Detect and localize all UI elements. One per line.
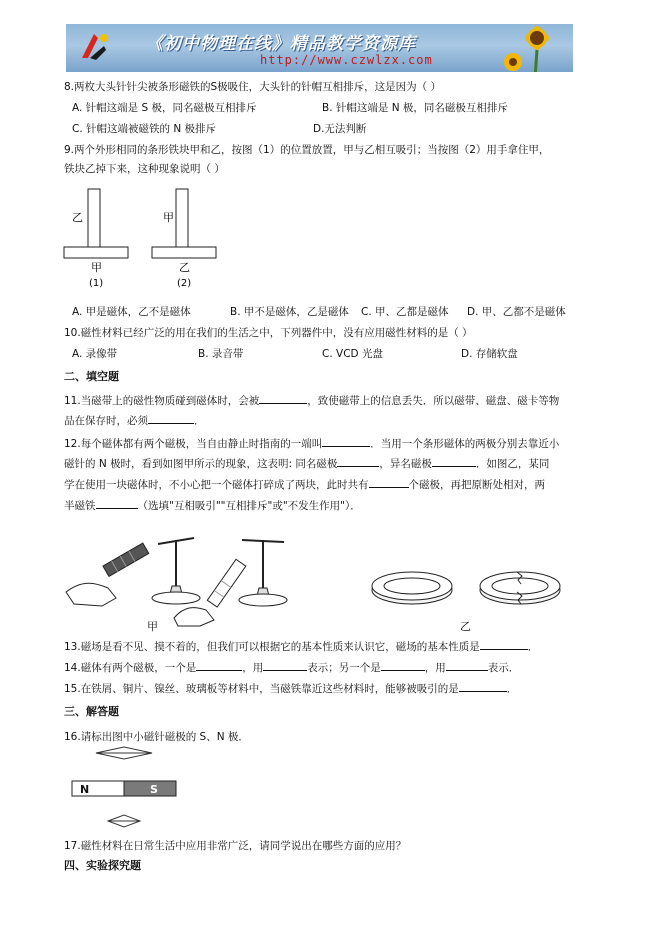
- q8-option-b[interactable]: B. 针帽这端是 N 极，同名磁极互相排斥: [322, 102, 508, 114]
- q14-text-d: ，用: [424, 662, 446, 674]
- left-hand-icon: [66, 583, 116, 606]
- q9-option-b[interactable]: B. 甲不是磁体，乙是磁体: [230, 306, 349, 318]
- q14-blank-3[interactable]: [381, 660, 425, 671]
- banner-url[interactable]: http://www.czwlzx.com: [260, 53, 433, 67]
- q14-blank-4[interactable]: [446, 660, 488, 671]
- s-pole-label: S: [150, 783, 158, 796]
- fig1-horizontal-bar: [64, 247, 128, 258]
- q10-option-b[interactable]: B. 录音带: [198, 348, 244, 360]
- q10-stem: 10.磁性材料已经广泛的用在我们的生活之中，下列器件中，没有应用磁性材料的是（ ）: [64, 327, 473, 339]
- q8-option-d[interactable]: D.无法判断: [313, 123, 367, 135]
- q11-text-b: ，致使磁带上的信息丢失．所以磁带、磁盘、磁卡等物: [307, 395, 560, 407]
- q10-option-c[interactable]: C. VCD 光盘: [322, 348, 383, 360]
- q14-text-e: 表示．: [487, 662, 520, 674]
- q12-figure-yi: [370, 566, 564, 610]
- q12-text-b: ．当用一个条形磁体的两极分别去靠近小: [370, 438, 560, 450]
- q11-line2: [64, 413, 205, 428]
- whole-ring-magnet: [372, 572, 452, 604]
- q12-line2: [64, 456, 549, 471]
- q11-text-d: ．: [194, 415, 205, 427]
- fig2-horizontal-bar: [152, 247, 216, 258]
- left-bar-magnet: [103, 543, 149, 576]
- right-hand-icon: [174, 608, 214, 626]
- q12-blank-4[interactable]: [369, 477, 409, 488]
- fig2-caption: (2): [177, 278, 192, 289]
- fig2-vertical-bar: [176, 189, 188, 247]
- q8-option-c[interactable]: C. 针帽这端被磁铁的 N 极排斥: [72, 123, 217, 135]
- q12-blank-5[interactable]: [96, 498, 138, 509]
- q12-figure-label-yi: 乙: [460, 620, 471, 633]
- q9-stem-line1: 9.两个外形相同的条形铁块甲和乙，按图（1）的位置放置，甲与乙相互吸引；当按图（2）用手拿住甲，: [64, 144, 550, 156]
- q12-figure-label-jia: 甲: [147, 620, 158, 633]
- q12-figure-jia: [64, 522, 296, 630]
- q10-option-a[interactable]: A. 录像带: [72, 348, 118, 360]
- q13-blank-1[interactable]: [480, 639, 528, 650]
- n-pole-label: N: [80, 783, 90, 796]
- q16-figure: [68, 745, 180, 835]
- q11-text-a: 11.当磁带上的磁性物质碰到磁体时，会被: [64, 395, 260, 407]
- q12-text-d: ，异名磁极: [379, 458, 432, 470]
- fig2-upper-label: 甲: [163, 211, 174, 224]
- fig2-lower-label: 乙: [179, 261, 190, 274]
- banner-title: 《初中物理在线》精品教学资源库: [146, 34, 416, 54]
- section-fill-in-heading: 二、填空题: [64, 370, 119, 383]
- q15-line: [64, 681, 517, 696]
- q13-text-b: ．: [527, 641, 539, 653]
- broken-ring-magnet: [480, 572, 560, 604]
- q12-text-i: （选填"互相吸引""互相排斥"或"不发生作用"）．: [137, 500, 361, 512]
- fig1-lower-label: 甲: [91, 261, 102, 274]
- q12-text-c: 磁针的 N 极时，看到如图甲所示的现象，这表明: 同名磁极: [64, 458, 338, 470]
- q8-option-a[interactable]: A. 针帽这端是 S 极，同名磁极互相排斥: [72, 102, 257, 114]
- q12-text-h: 半磁铁: [64, 500, 96, 512]
- q17-stem: 17.磁性材料在日常生活中应用非常广泛，请同学说出在哪些方面的应用？: [64, 840, 407, 852]
- q12-blank-2[interactable]: [337, 456, 379, 467]
- q14-text-c: 表示；另一个是: [307, 662, 381, 674]
- q11-blank-1[interactable]: [259, 393, 307, 404]
- q15-blank-1[interactable]: [459, 681, 507, 692]
- q12-blank-3[interactable]: [432, 456, 476, 467]
- left-compass-base: [152, 592, 200, 604]
- q11-line1: [64, 393, 559, 408]
- q12-text-g: 个磁极，再把原断处相对，两: [408, 479, 545, 491]
- q14-text-b: ，用: [242, 662, 264, 674]
- q12-blank-1[interactable]: [322, 436, 370, 447]
- sunflower-icon: [499, 24, 569, 72]
- q14-text-a: 14.磁体有两个磁极，一个是: [64, 662, 197, 674]
- q9-option-c[interactable]: C. 甲、乙都是磁体: [361, 306, 449, 318]
- q11-blank-2[interactable]: [148, 413, 194, 424]
- q9-figure: [62, 185, 232, 295]
- q12-text-f: 学在使用一块磁体时，不小心把一个磁体打碎成了两块，此时共有: [64, 479, 369, 491]
- q14-line: [64, 660, 519, 675]
- right-compass-base: [239, 594, 287, 606]
- section-answer-heading: 三、解答题: [64, 705, 119, 718]
- fig1-caption: (1): [89, 278, 104, 289]
- q15-text-a: 15.在铁屑、铜片、镍丝、玻璃板等材料中，当磁铁靠近这些材料时，能够被吸引的是: [64, 683, 459, 695]
- q9-stem-line2: 铁块乙掉下来，这种现象说明（ ）: [64, 163, 225, 175]
- q8-stem: 8.两枚大头针针尖被条形磁铁的S极吸住，大头针的针帽互相排斥，这是因为（ ）: [64, 81, 442, 93]
- q13-text-a: 13.磁场是看不见、摸不着的，但我们可以根据它的基本性质来认识它，磁场的基本性质是: [64, 641, 480, 653]
- q12-line4: [64, 498, 361, 513]
- fig1-upper-label: 乙: [72, 211, 83, 224]
- q9-option-a[interactable]: A. 甲是磁体，乙不是磁体: [72, 306, 191, 318]
- q14-blank-2[interactable]: [263, 660, 307, 671]
- q9-option-d[interactable]: D. 甲、乙都不是磁体: [467, 306, 566, 318]
- q10-option-d[interactable]: D. 存储软盘: [461, 348, 518, 360]
- q12-text-e: ．如图乙，某同: [475, 458, 550, 470]
- header-banner: [66, 24, 573, 72]
- q12-line1: [64, 436, 559, 451]
- fig1-vertical-bar: [88, 189, 100, 247]
- q12-line3: [64, 477, 545, 492]
- q12-text-a: 12.每个磁体都有两个磁极，当自由静止时指南的一端叫: [64, 438, 323, 450]
- site-logo-icon: [74, 28, 114, 68]
- q15-text-b: ．: [506, 683, 518, 695]
- q13-line: [64, 639, 538, 654]
- q11-text-c: 品在保存时，必须: [64, 415, 148, 427]
- section-experiment-heading: 四、实验探究题: [64, 859, 141, 872]
- q14-blank-1[interactable]: [196, 660, 242, 671]
- q16-stem: 16.请标出图中小磁针磁极的 S、N 极．: [64, 731, 249, 743]
